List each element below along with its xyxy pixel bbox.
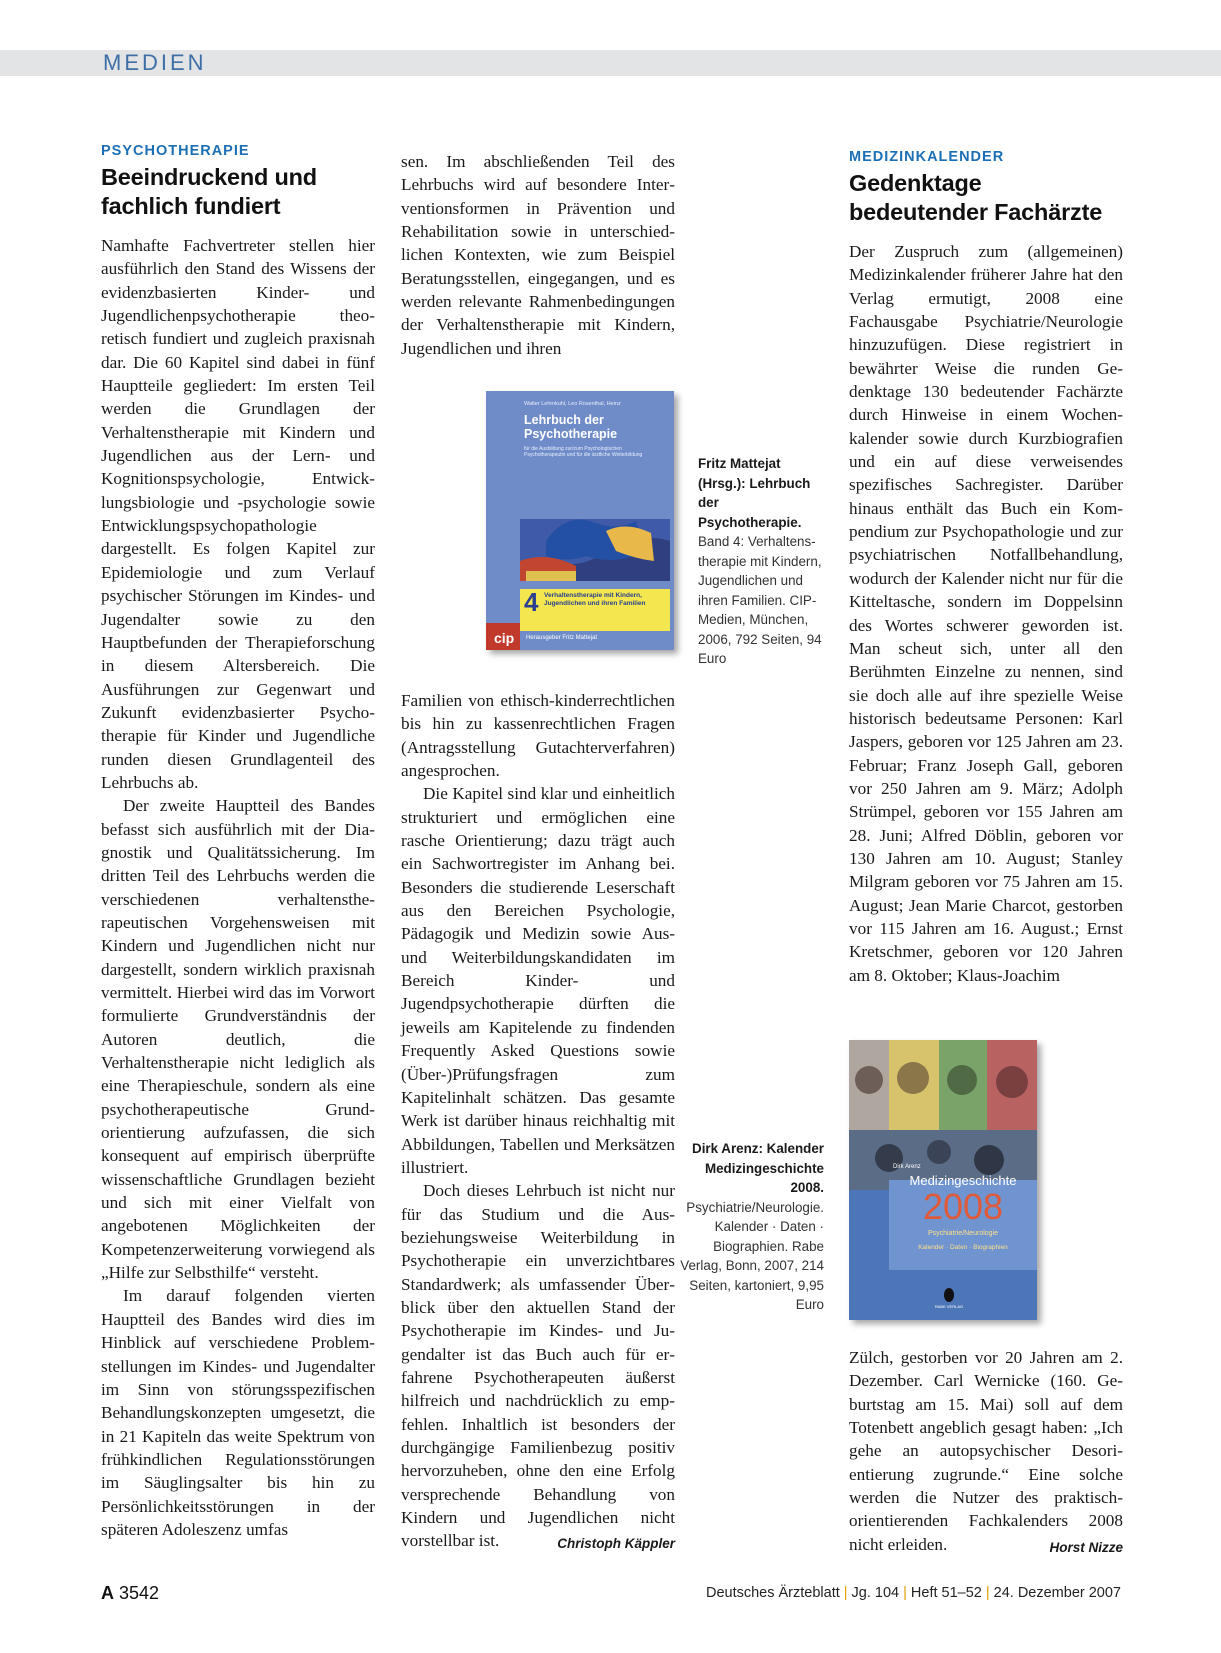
article1-column2-bottom [401,689,675,1556]
article1-author: Christoph Käppler [557,1536,675,1552]
book-caption-lehrbuch [698,454,822,669]
cover-subtitle: für die Ausbildung zur/zum Psychologischen Psychotherapeutin und für die ärztliche Weiterbildung [524,446,643,458]
article1-headline: Beeindruckend und fachlich fundiert [101,164,317,219]
cover-author: Dirk Arenz [893,1164,921,1170]
cover-volume-title: Verhaltenstherapie mit Kindern, Jugendlichen und ihren Familien [544,592,646,607]
paragraph [849,1346,1123,1556]
article2-headline: Gedenktage bedeutender Fachärzte [849,170,1103,225]
paragraph: sen. Im abschließenden Teil des Lehrbuchs wird auf besondere Interventionsformen in Prävention und Rehabilitation sowie in unterschiedlichen Kontexten, wie zum Beispiel Beratungsstellen, eingegangen, und es werden relevante Rahmenbedingungen der Verhaltenstherapie mit Kindern, Jugendlichen und ihren [401,152,675,358]
section-label: MEDIEN [103,50,207,75]
caption-title: Fritz Mattejat (Hrsg.): Lehrbuch der Psychotherapie. [698,456,811,530]
journal-issue: Heft 51–52 [910,1585,982,1601]
cover-year: 2008 [922,1186,1004,1227]
caption-title: Dirk Arenz: Kalender Medizingeschichte 2008. [692,1141,824,1195]
paragraph: Namhafte Fachvertreter stellen hier ausführlich den Stand des Wissens der evidenzbasierten Kinder- und Jugendlichenpsychotherapie theoretisch fundiert und zugleich praxisnah dar. Die 60 Kapitel sind dabei in fünf Hauptteile gegliedert: Im ersten Teil werden die Grundlagen der Verhaltenstherapie mit Kindern und Jugendlichen aus der Lern- und Kognitionspsychologie, Entwicklungsbiologie und -psychologie sowie Entwicklungspsychopathologie dargestellt. Es folgen Kapitel zur Epidemiologie und zum Verlauf psychischer Störungen im Kindes- und Jugendalter sowie zu den Hauptbefunden der Therapieforschung in diesem Altersbereich. Die Ausführungen zur Gegenwart und Zukunft evidenzbasierter Psychotherapie für Kinder und Jugendliche runden diesen Grundlagenteil des Lehrbuchs ab. [101,236,375,792]
article1-kicker: PSYCHOTHERAPIE [101,143,250,159]
cover-editor: Herausgeber Fritz Mattejat [526,635,598,641]
paragraph: Der zweite Hauptteil des Bandes befasst sich ausführlich mit der Diagnostik und Qualitätssicherung. Im dritten Teil des Lehrbuchs werden die verschiedenen verhaltenstherapeutischen Vorgehensweisen mit Kindern und Jugendlichen nicht nur dargestellt, sondern wirklich praxisnah vermittelt. Hierbei wird das im Vorwort formulierte Grundverständnis der Autoren deutlich, die Verhaltenstherapie nicht lediglich als eine Therapieschule, sondern als eine psychotherapeutische Grundorientierung aufzufassen, die sich konsequent auf empirisch überprüfte wissenschaftliche Grundlagen bezieht und sich mit einer Vielfalt von angebotenen Möglichkeiten der Kompetenzerweiterung vorwiegend als „Hilfe zur Selbsthilfe“ versteht. [101,796,375,1283]
cover-title: Lehrbuch der Psychotherapie [524,413,618,441]
article2-author: Horst Nizze [1049,1539,1123,1555]
separator: | [903,1585,907,1601]
article1-column2-top [401,150,675,360]
page-number [101,1583,159,1604]
separator: | [985,1585,990,1601]
article2-body-bottom [849,1346,1123,1559]
journal-name: Deutsches Ärzteblatt [705,1585,840,1601]
cover-volume-number: 4 [524,587,539,617]
paragraph-text: Zülch, gestorben vor 20 Jahren am 2. Dezember. Carl Wernicke (160. Geburtstag am 15. Mai) soll auf dem Totenbett angeblich gesagt haben: „Ich gehe an autopsychischer Desorientierung zugrunde.“ Eine solche werden die Nutzer des praktisch-orientierenden Fachkalenders 2008 nicht erleiden. [849,1348,1123,1554]
caption-text: Band 4: Verhaltenstherapie mit Kindern, Jugendlichen und ihren Familien. CIP-Medien, München, 2006, 792 Seiten, 94 Euro [698,534,822,666]
cover-tags: Kalender · Daten · Biographien [918,1244,1008,1251]
article2-body-top [849,240,1123,987]
paragraph: Familien von ethisch-kinderrechtlichen bis hin zu kassenrechtlichen Fragen (Antragsstellung Gutachterverfahren) angesprochen. [401,691,675,781]
book-cover-lehrbuch [486,391,674,650]
cover-authors: Walter Lehmkuhl, Leo Rosenthal, Heinz [524,401,621,407]
page-number-value: 3542 [119,1583,160,1603]
paragraph-text: Doch dieses Lehrbuch ist nicht nur für das Studium und die Ausbeziehungsweise Weiterbildung in Psychotherapie ein unverzichtbares Standardwerk; als umfassender Überblick über den aktuellen Stand der Psychotherapie im Kindes- und Jugendalter ist das Buch auch für erfahrene Psychotherapeuten äußerst hilfreich und nachdrücklich zu empfehlen. Inhaltlich ist besonders der durchgängige Familienbezug positiv hervorzuheben, ohne den eine Erfolg versprechende Behandlung von Kindern und Jugendlichen nicht vorstellbar ist. [401,1181,675,1551]
paragraph: Die Kapitel sind klar und einheitlich strukturiert und ermöglichen eine rasche Orientierung; dazu trägt auch ein Sachwortregister im Anhang bei. Besonders die studierende Leserschaft aus den Bereichen Psychologie, Pädagogik und Medizin sowie Aus- und Weiterbildungskandidaten im Bereich Kinder- und Jugendpsychotherapie dürften die jeweils am Kapitelende zu findenden Frequently Asked Questions sowie (Über-)Prüfungsfragen zum Kapitelinhalt schätzen. Das gesamte Werk ist darüber hinaus reichhaltig mit Abbildungen, Tabellen und Merksätzen illustriert. [401,784,675,1177]
cover-subtitle: Psychiatrie/Neurologie [927,1230,999,1237]
journal-volume: Jg. 104 [851,1585,900,1601]
article2-column [849,149,1123,987]
cover-publisher: RABE VERLAG [934,1304,964,1309]
article1-body-col1 [101,234,375,1541]
article2-kicker: MEDIZINKALENDER [849,149,1005,165]
article1-column1 [101,143,375,1541]
caption-text: Psychiatrie/Neurologie. Kalender · Daten · Biographien. Rabe Verlag, Bonn, 2007, 214 Seiten, kartoniert, 9,95 Euro [680,1199,824,1312]
paragraph: Der Zuspruch zum (allgemeinen) Medizinkalender früherer Jahre hat den Verlag ermutigt, 2008 eine Fachausgabe Psychiatrie/Neurologie hinzuzufügen. Diese registriert in bewährter Weise die runden Gedenktage 130 bedeutender Fachärzte durch Hinweise in einem Wochenkalender sowie durch Kurzbiografien und ein auf diese verweisendes spezifisches Sachregister. Darüber hinaus enthält das Buch ein Kompendium zur Psychopathologie und zur psychiatrischen Notfallbehandlung, wodurch der Kalender nicht nur für die Kitteltasche, sondern im Doppelsinn des Wortes schwerer geworden ist. Man scheut sich, unter all den Berühmten Einzelne zu nennen, sind sie doch alle auf ihre spezielle Weise historisch bedeutsame Personen: Karl Jaspers, geboren vor 125 Jahren am 23. Februar; Franz Joseph Gall, geboren vor 250 Jahren am 9. März; Adolph Strümpel, geboren vor 155 Jahren am 28. Juni; Alfred Döblin, geboren vor 130 Jahren am 10. August; Stanley Milgram geboren vor 75 Jahren am 15. August; Jean Marie Charcot, gestorben vor 115 Jahren am 16. August.; Ernst Kretschmer, geboren vor 120 Jahren am 8. Oktober; Klaus-Joachim [849,242,1123,985]
book-cover-kalender [849,1040,1037,1320]
cover-title: Medizingeschichte [909,1173,1017,1188]
page-prefix: A [101,1583,114,1603]
footer-journal-info [706,1585,1121,1601]
book-caption-kalender [680,1139,824,1315]
paragraph [401,1179,675,1553]
separator: | [843,1585,848,1601]
journal-date: 24. Dezember 2007 [993,1585,1121,1601]
cip-logo: cip [494,630,515,646]
paragraph: Im darauf folgenden vierten Hauptteil des Bandes wird dies im Hinblick auf verschiedene Problemstellungen im Kindes- und Jugendalter im Sinn von störungsspezifischen Behandlungskonzepten umgesetzt, die in 21 Kapiteln das weite Spektrum von frühkindlichen Regulationsstörungen im Säuglingsalter bis hin zu Persönlichkeitsstörungen in der späteren Adoleszenz umfas [101,1286,375,1539]
